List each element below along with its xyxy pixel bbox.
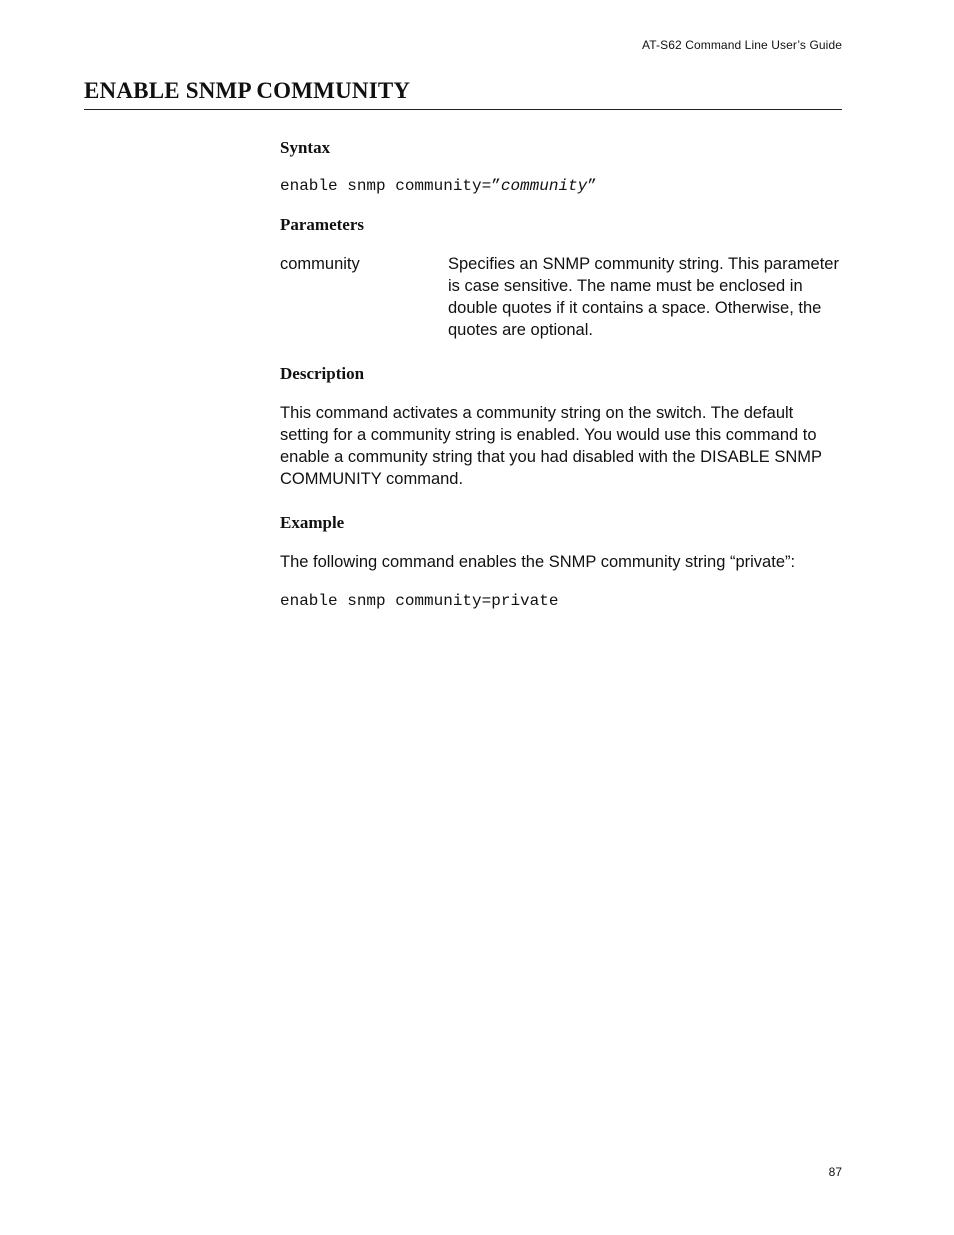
title-rule [84, 109, 842, 110]
syntax-command [280, 176, 842, 196]
syntax-command-suffix: ” [587, 177, 597, 195]
description-heading: Description [280, 364, 365, 383]
running-header: AT-S62 Command Line User’s Guide [642, 38, 842, 52]
parameter-row [280, 253, 842, 341]
page-number: 87 [828, 1165, 842, 1179]
syntax-command-variable: community [500, 177, 588, 195]
syntax-heading: Syntax [280, 138, 331, 157]
example-command: enable snmp community=private [280, 592, 559, 610]
parameter-name: community [280, 255, 360, 273]
syntax-command-prefix: enable snmp community=” [280, 177, 501, 195]
example-heading: Example [280, 513, 345, 532]
page-title: ENABLE SNMP COMMUNITY [84, 78, 411, 103]
parameters-heading: Parameters [280, 215, 365, 234]
description-text: This command activates a community string on the switch. The default setting for a community string is enabled. You would use this command to enable a community string that you had disabled with the DISABLE SNMP COMMUNITY command. [280, 404, 822, 488]
example-text: The following command enables the SNMP community string “private”: [280, 553, 796, 571]
content-body [280, 137, 842, 629]
parameter-description: Specifies an SNMP community string. This parameter is case sensitive. The name must be enclosed in double quotes if it contains a space. Otherwise, the quotes are optional. [448, 255, 839, 339]
